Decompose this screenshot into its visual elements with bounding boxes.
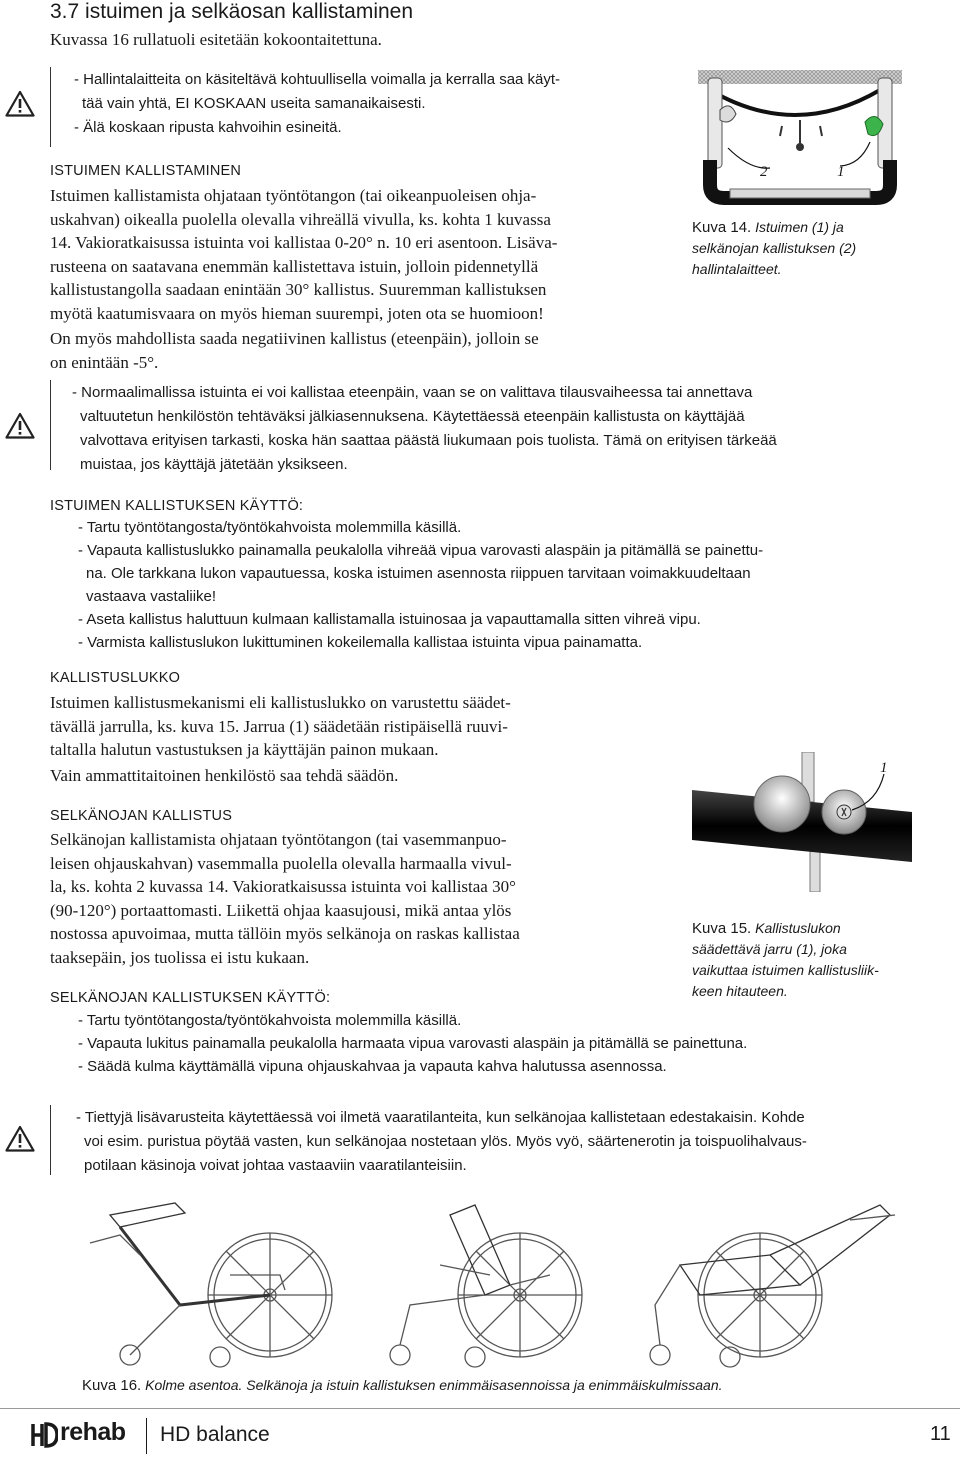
lock-note: Vain ammattitaitoinen henkilöstö saa tehdä säädön. [50, 766, 399, 785]
rehab-logo-icon [30, 1422, 58, 1448]
seat-tilt-paragraph [50, 184, 557, 325]
seat-tilt-line: rusteena on saatavana enemmän kallistettava istuin, jolloin pidennetyllä [50, 256, 539, 276]
back-use-line: - Tartu työntötangosta/työntökahvoista molemmilla käsillä. [78, 1012, 462, 1029]
warning-3-line: voi esim. puristua pöytää vasten, kun selkänojaa nostetaan ylös. Myös vyö, säärtenerotin ja toispuolihalvaus- [84, 1133, 807, 1150]
warning-1-text [74, 68, 560, 140]
figure-15-caption-line: keen hitauteen. [692, 983, 788, 999]
figure-16-caption-text: Kolme asentoa. Selkänoja ja istuin kallistuksen enimmäisasennoissa ja enimmäiskulmissaan. [141, 1377, 723, 1393]
back-tilt-paragraph [50, 828, 520, 969]
figure-16-caption [82, 1377, 723, 1394]
figure-14-caption-line: selkänojan kallistuksen (2) [692, 240, 857, 256]
back-tilt-line: taaksepäin, jos tuolissa ei istu kukaan. [50, 947, 310, 967]
wheelchair-position-1 [90, 1203, 332, 1367]
warning-1-line: - Hallintalaitteita on käsiteltävä kohtuullisella voimalla ja kerralla saa käyt- [74, 71, 561, 88]
seat-tilt-line: uskahvan) oikealla puolella olevalla vihreällä vivulla, ks. kohta 1 kuvassa [50, 209, 551, 229]
footer-brand: rehab [60, 1418, 126, 1446]
seat-tilt-paragraph-2 [50, 327, 539, 374]
warning-bar [50, 380, 51, 470]
warning-2-line: - Normaalimallissa istuinta ei voi kallistaa eteenpäin, vaan se on valittava tilausvaiheessa tai annettava [72, 384, 753, 401]
warning-bar [50, 1105, 51, 1175]
figure-15-illustration [692, 752, 912, 892]
warning-1-line: - Älä koskaan ripusta kahvoihin esineitä. [74, 119, 342, 136]
back-use-steps [78, 1009, 747, 1078]
seat-use-heading: ISTUIMEN KALLISTUKSEN KÄYTTÖ: [50, 498, 304, 514]
figure-15-caption-line: Kallistuslukon [751, 920, 841, 936]
figure-14-label-2: 2 [760, 164, 768, 180]
footer-product: HD balance [160, 1423, 270, 1446]
seat-tilt-line: Istuimen kallistamista ohjataan työntötangon (tai oikeanpuoleisen ohja- [50, 186, 537, 205]
figure-15-caption [692, 918, 922, 1002]
seat-use-line: - Varmista kallistuslukon lukittuminen kokeilemalla kallistaa istuinta vipua painamatta. [78, 634, 643, 651]
seat-tilt-line: on enintään -5°. [50, 352, 159, 372]
figure-14-illustration [690, 70, 910, 210]
back-use-line: - Säädä kulma käyttämällä vipuna ohjauskahvaa ja vapauta kahva halutussa asennossa. [78, 1058, 667, 1075]
back-use-heading: SELKÄNOJAN KALLISTUKSEN KÄYTTÖ: [50, 990, 331, 1006]
figure-14-caption-num: Kuva 14. [692, 219, 752, 236]
seat-use-line: - Tartu työntötangosta/työntökahvoista molemmilla käsillä. [78, 519, 462, 536]
warning-icon [5, 90, 35, 117]
section-title: 3.7 istuimen ja selkäosan kallistaminen [50, 0, 414, 23]
figure-16-illustration [80, 1195, 910, 1370]
back-tilt-line: nostossa apuvoimaa, mutta tällöin myös selkänoja on raskas kallistaa [50, 924, 520, 943]
warning-3-text [76, 1106, 807, 1178]
figure-14-caption-line: hallintalaitteet. [692, 261, 782, 277]
lock-line: taltalla halutun vastustuksen ja käyttäjän painon mukaan. [50, 740, 439, 759]
seat-tilt-heading: ISTUIMEN KALLISTAMINEN [50, 163, 242, 179]
intro-text: Kuvassa 16 rullatuoli esitetään kokoontaitettuna. [50, 30, 382, 49]
lock-line: Istuimen kallistusmekanismi eli kallistuslukko on varustettu säädet- [50, 693, 511, 712]
back-tilt-line: la, ks. kohta 2 kuvassa 14. Vakioratkaisussa istuinta voi kallistaa 30° [50, 877, 516, 896]
back-tilt-line: Selkänojan kallistamista ohjataan työntötangon (tai vasemmanpuo- [50, 830, 507, 849]
seat-tilt-line: On myös mahdollista saada negatiivinen kallistus (eteenpäin), jolloin se [50, 329, 539, 348]
warning-bar [50, 67, 51, 147]
seat-use-line: na. Ole tarkkana lukon vapautuessa, koska istuimen asennosta riippuen tarvitaan voimakkuudeltaan [86, 565, 751, 582]
wheelchair-position-2 [390, 1205, 582, 1367]
figure-15-caption-num: Kuva 15. [692, 920, 752, 937]
figure-15-caption-line: säädettävä jarru (1), joka [692, 941, 847, 957]
seat-use-line: vastaava vastaliike! [86, 588, 217, 605]
seat-tilt-line: kallistustangolla saadaan enintään 30° kallistus. Suuremman kallistuksen [50, 280, 547, 299]
page-number: 11 [930, 1423, 951, 1445]
footer-rule [0, 1408, 960, 1409]
back-use-line: - Vapauta lukitus painamalla peukalolla harmaata vipua varovasti alaspäin ja pitämällä se painettuna. [78, 1035, 748, 1052]
figure-14-caption [692, 217, 922, 280]
back-tilt-line: (90-120°) portaattomasti. Liikettä ohjaa kaasujousi, mikä antaa ylös [50, 900, 512, 920]
seat-use-line: - Aseta kallistus haluttuun kulmaan kallistamalla istuinosaa ja vapauttamalla sitten vihreä vipu. [78, 611, 701, 628]
figure-14-caption-line: Istuimen (1) ja [751, 219, 844, 235]
seat-use-line: - Vapauta kallistuslukko painamalla peukalolla vihreää vipua varovasti alaspäin ja pitämällä se painettu- [78, 542, 764, 559]
seat-use-steps [78, 516, 763, 654]
warning-1-line: tää vain yhtä, EI KOSKAAN useita samanaikaisesti. [82, 95, 426, 112]
warning-icon [5, 1125, 35, 1152]
seat-tilt-line: myötä kaatumisvaara on myös hieman suurempi, joten ota se huomioon! [50, 303, 544, 323]
figure-14-label-1: 1 [837, 164, 845, 180]
wheelchair-position-3 [650, 1205, 895, 1367]
warning-2-line: valvottava erityisen tarkasti, koska hän saattaa päästä liukumaan pois tuolista. Tämä on erityisen tärkeää [80, 432, 777, 449]
footer-divider [146, 1418, 147, 1454]
figure-15-label-1: 1 [880, 760, 888, 776]
lock-paragraph [50, 691, 511, 762]
lock-line: tävällä jarrulla, ks. kuva 15. Jarrua (1) säädetään ristipäisellä ruuvi- [50, 716, 508, 736]
warning-3-line: - Tiettyjä lisävarusteita käytettäessä voi ilmetä vaaratilanteita, kun selkänojaa kallistetaan edestakaisin. Kohde [76, 1109, 805, 1126]
warning-3-line: potilaan käsinoja voivat johtaa vastaaviin vaaratilanteisiin. [84, 1157, 467, 1174]
warning-2-line: muistaa, jos käyttäjä jätetään yksikseen. [80, 456, 348, 473]
figure-15-caption-line: vaikuttaa istuimen kallistusliik- [692, 962, 879, 978]
back-tilt-line: leisen ohjauskahvan) vasemmalla puolella olevalla harmaalla vivul- [50, 853, 512, 873]
warning-icon [5, 412, 35, 439]
warning-2-text [72, 381, 777, 477]
warning-2-line: valtuutetun henkilöstön tehtäväksi jälkiasennuksena. Käytettäessä eteenpäin kallistusta on käyttäjää [80, 408, 745, 425]
back-tilt-heading: SELKÄNOJAN KALLISTUS [50, 808, 233, 824]
figure-16-caption-num: Kuva 16. [82, 1377, 142, 1394]
lock-heading: KALLISTUSLUKKO [50, 670, 181, 686]
seat-tilt-line: 14. Vakioratkaisussa istuinta voi kallistaa 0-20° n. 10 eri asentoon. Lisäva- [50, 233, 558, 252]
